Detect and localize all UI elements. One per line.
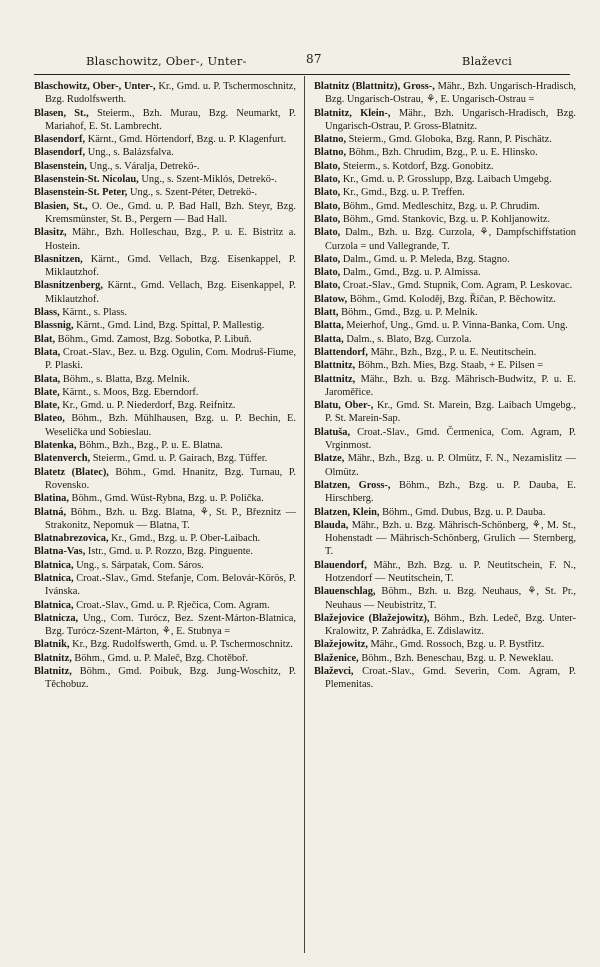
entry-text: Böhm., Gmd. Medleschitz, Bzg. u. P. Chrudim. bbox=[340, 200, 540, 212]
entry-name: Blatná, bbox=[34, 506, 67, 518]
entry-name: Blatenka, bbox=[34, 440, 77, 452]
entry-text: Steierm., Gmd. u. P. Gairach, Bzg. Tüffer. bbox=[90, 453, 268, 465]
entry-text: Böhm., Gmd., Bzg. u. P. Melnik. bbox=[338, 307, 478, 319]
gazetteer-entry bbox=[314, 399, 576, 426]
entry-text: Steierm., Bzh. Murau, Bzg. Neumarkt, P. Mariahof, E. St. Lambrecht. bbox=[45, 107, 296, 132]
gazetteer-entry bbox=[314, 253, 576, 266]
entry-text: Kr., Gmd. u. P. Niederdorf, Bzg. Reifnitz. bbox=[59, 400, 236, 412]
entry-name: Blasenstein, bbox=[34, 160, 87, 172]
gazetteer-entry bbox=[314, 173, 576, 186]
gazetteer-entry bbox=[34, 253, 296, 280]
entry-text: Böhm., Bzh. u. Bzg. Blatna, ⚘, St. P., Březnitz — Strakonitz, Nepomuk — Blatna, T. bbox=[45, 506, 296, 531]
entry-name: Blatina, bbox=[34, 493, 69, 505]
entry-text: Mähr., Bzh. u. Bzg. Mährisch-Schönberg, ⚘, M. St., Hohenstadt — Mährisch-Schönberg, Grulich — Sternberg, T. bbox=[325, 519, 576, 558]
gazetteer-entry bbox=[34, 186, 296, 199]
entry-name: Blatenverch, bbox=[34, 453, 91, 465]
entry-name: Blaževci, bbox=[314, 666, 354, 678]
gazetteer-entry bbox=[34, 532, 296, 545]
gazetteer-entry bbox=[314, 638, 576, 651]
entry-text: Steierm., s. Kotdorf, Bzg. Gonobitz. bbox=[340, 160, 494, 172]
gazetteer-entry bbox=[314, 519, 576, 559]
entry-text: Istr., Gmd. u. P. Rozzo, Bzg. Pinguente. bbox=[85, 546, 253, 558]
entry-name: Blaschowitz, Ober-, Unter-, bbox=[34, 81, 156, 92]
gazetteer-entry bbox=[314, 80, 576, 107]
entry-name: Blasnitzen, bbox=[34, 253, 83, 265]
gazetteer-entry bbox=[314, 426, 576, 453]
gazetteer-entry bbox=[34, 333, 296, 346]
gazetteer-entry bbox=[34, 492, 296, 505]
gazetteer-entry bbox=[314, 559, 576, 586]
right-column bbox=[314, 80, 576, 692]
gazetteer-entry bbox=[34, 346, 296, 373]
entry-text: Dalm., Gmd. u. P. Meleda, Bzg. Stagno. bbox=[340, 253, 510, 265]
entry-text: Kärnt., Gmd. Vellach, Bzg. Eisenkappel, P. Miklautzhof. bbox=[45, 253, 296, 279]
gazetteer-entry bbox=[314, 333, 576, 346]
gazetteer-entry bbox=[314, 373, 576, 400]
entry-text: Meierhof, Ung., Gmd. u. P. Vinna-Banka, Com. Ung. bbox=[343, 320, 568, 332]
entry-name: Blat, bbox=[34, 333, 56, 345]
page-header bbox=[34, 50, 570, 72]
gazetteer-entry bbox=[314, 612, 576, 639]
entry-name: Blatnica, bbox=[34, 599, 74, 611]
entry-text: Steierm., Gmd. Globoka, Bzg. Rann, P. Pischätz. bbox=[346, 134, 552, 146]
gazetteer-entry bbox=[34, 146, 296, 159]
gazetteer-entry bbox=[34, 200, 296, 227]
gazetteer-entry bbox=[34, 107, 296, 134]
entry-name: Blatow, bbox=[314, 293, 348, 305]
gazetteer-entry bbox=[34, 572, 296, 599]
entry-text: Böhm., Gmd. Hnanitz, Bzg. Turnau, P. Rovensko. bbox=[45, 466, 296, 491]
entry-name: Blasnitzenberg, bbox=[34, 280, 103, 292]
gazetteer-entry bbox=[34, 652, 296, 665]
entry-text: Ung., s. Sárpatak, Com. Sáros. bbox=[73, 559, 204, 571]
gazetteer-entry bbox=[34, 466, 296, 493]
gazetteer-entry bbox=[314, 665, 576, 692]
gazetteer-entry bbox=[34, 452, 296, 465]
running-head-right: Blaževci bbox=[461, 54, 512, 68]
entry-text: Kr., Gmd., Bzg. u. P. Treffen. bbox=[340, 187, 465, 199]
entry-name: Blatta, bbox=[314, 333, 344, 345]
entry-name: Blato, bbox=[314, 253, 341, 265]
entry-text: Mähr., Bzh. u. Bzg. Mährisch-Budwitz, P. u. E. Jaroměřice. bbox=[325, 373, 576, 398]
entry-text: Kr., Gmd. u. P. Grosslupp, Bzg. Laibach Umgebg. bbox=[340, 174, 552, 186]
entry-name: Blatnicza, bbox=[34, 612, 79, 624]
entry-name: Blattendorf, bbox=[314, 346, 368, 358]
entry-name: Blatze, bbox=[314, 453, 345, 465]
entry-name: Blatnitz, bbox=[34, 652, 72, 664]
entry-text: Böhm., Gmd. Dubus, Bzg. u. P. Dauba. bbox=[379, 506, 546, 518]
entry-name: Blato, bbox=[314, 213, 341, 225]
entry-name: Blato, bbox=[314, 267, 341, 279]
gazetteer-entry bbox=[34, 638, 296, 651]
running-head-left: Blaschowitz, Ober-, Unter- bbox=[86, 54, 247, 68]
entry-text: Böhm., Bzh. Mies, Bzg. Staab, + E. Pilsen = bbox=[355, 360, 544, 372]
entry-name: Blasendorf, bbox=[34, 147, 86, 159]
gazetteer-entry bbox=[314, 226, 576, 253]
entry-name: Blauenschlag, bbox=[314, 586, 376, 598]
entry-text: Böhm., Gmd. Zamost, Bzg. Sobotka, P. Libuň. bbox=[55, 333, 252, 345]
entry-text: Mähr., Gmd. Rossoch, Bzg. u. P. Bystřitz. bbox=[367, 639, 545, 651]
gazetteer-entry bbox=[34, 599, 296, 612]
entry-name: Blattnitz, bbox=[314, 373, 356, 385]
gazetteer-entry bbox=[34, 612, 296, 639]
entry-name: Blato, bbox=[314, 187, 341, 199]
entry-text: Dalm., s. Blato, Bzg. Curzola. bbox=[343, 333, 472, 345]
entry-text: Böhm., Gmd. u. P. Maleč, Bzg. Chotěboř. bbox=[71, 652, 249, 664]
entry-text: Böhm., Bzh. u. Bzg. Neuhaus, ⚘, St. Pr., Neuhaus — Neubistritz, T. bbox=[325, 586, 576, 611]
entry-name: Blasen, St., bbox=[34, 107, 89, 119]
left-column bbox=[34, 80, 296, 692]
entry-text: Croat.-Slav., Gmd. Severin, Com. Agram, P. Plemenitas. bbox=[325, 666, 576, 691]
entry-name: Blatnica, bbox=[34, 572, 74, 584]
gazetteer-entry bbox=[314, 213, 576, 226]
entry-text: Croat.-Slav., Gmd. Stefanje, Com. Belovár-Körös, P. Ivánska. bbox=[45, 572, 296, 598]
entry-name: Blažejowitz, bbox=[314, 639, 368, 651]
entry-text: Croat.-Slav., Gmd. Stupnik, Com. Agram, P. Leskovac. bbox=[340, 280, 573, 292]
gazetteer-entry bbox=[314, 306, 576, 319]
entry-text: Kr., Gmd., Bzg. u. P. Ober-Laibach. bbox=[108, 533, 261, 545]
entry-name: Blatnik, bbox=[34, 639, 70, 651]
entry-text: Böhm., Bzh. Mühlhausen, Bzg. u. P. Bechin, E. Weselička und Sobieslau. bbox=[45, 413, 296, 438]
entry-name: Blatna-Vas, bbox=[34, 546, 86, 558]
entry-name: Blass, bbox=[34, 307, 60, 319]
entry-name: Blate, bbox=[34, 386, 60, 398]
gazetteer-entry bbox=[314, 506, 576, 519]
gazetteer-entry bbox=[314, 319, 576, 332]
entry-name: Blato, bbox=[314, 200, 341, 212]
entry-name: Blatta, bbox=[314, 320, 344, 332]
entry-text: Kr., Bzg. Rudolfswerth, Gmd. u. P. Tschermoschnitz. bbox=[69, 639, 293, 651]
gazetteer-entry bbox=[34, 399, 296, 412]
entry-text: Böhm., Gmd. Stankovic, Bzg. u. P. Kohljanowitz. bbox=[340, 213, 551, 225]
gazetteer-entry bbox=[314, 186, 576, 199]
column-divider bbox=[304, 76, 305, 953]
entry-text: Ung., s. Szent-Miklós, Detrekö-. bbox=[138, 174, 278, 186]
gazetteer-entry bbox=[34, 133, 296, 146]
entry-text: Croat.-Slav., Gmd. u. P. Rječica, Com. Agram. bbox=[73, 599, 270, 611]
entry-text: Mähr., Bzh. Holleschau, Bzg., P. u. E. Bistritz a. Hostein. bbox=[45, 227, 296, 252]
gazetteer-entry bbox=[34, 226, 296, 253]
entry-name: Blatnabrezovica, bbox=[34, 533, 109, 545]
entry-text: Kärnt., s. Moos, Bzg. Eberndorf. bbox=[59, 386, 199, 398]
entry-text: Mähr., Bzh., Bzg. u. P. Olmütz, F. N., Nezamislitz — Olmütz. bbox=[325, 453, 576, 478]
entry-name: Blato, bbox=[314, 160, 341, 172]
entry-name: Blatetz (Blatec), bbox=[34, 466, 109, 478]
gazetteer-entry bbox=[314, 585, 576, 612]
entry-name: Blatzen, Klein, bbox=[314, 506, 380, 518]
entry-text: Mähr., Bzh. Ungarisch-Hradisch, Bzg. Ungarisch-Ostrau, P. Gross-Blatnitz. bbox=[325, 107, 576, 132]
entry-text: Ung., s. Szent-Péter, Detrekö-. bbox=[127, 187, 258, 199]
page-number: 87 bbox=[306, 52, 322, 66]
entry-name: Blatnitz, bbox=[34, 666, 72, 678]
entry-text: Mähr., Bzh. Bzg. u. P. Neutitschein, F. N., Hotzendorf — Neutitschein, T. bbox=[325, 559, 576, 584]
gazetteer-entry bbox=[34, 545, 296, 558]
entry-name: Blatno, bbox=[314, 147, 347, 159]
entry-name: Blata, bbox=[34, 373, 61, 385]
entry-name: Blauendorf, bbox=[314, 559, 367, 571]
entry-text: Böhm., Gmd. Wüst-Rybna, Bzg. u. P. Polička. bbox=[68, 493, 264, 505]
entry-text: Ung., Com. Turócz, Bez. Szent-Márton-Blatnica, Bzg. Turócz-Szent-Márton, ⚘, E. Stubnya = bbox=[45, 612, 296, 638]
entry-name: Blattnitz, bbox=[314, 360, 356, 372]
gazetteer-entry bbox=[34, 373, 296, 386]
gazetteer-entry bbox=[34, 506, 296, 533]
entry-name: Blassnig, bbox=[34, 320, 74, 332]
gazetteer-entry bbox=[34, 319, 296, 332]
entry-text: Dalm., Gmd., Bzg. u. P. Almissa. bbox=[340, 267, 481, 279]
entry-name: Blasenstein-St. Peter, bbox=[34, 187, 128, 199]
entry-name: Blata, bbox=[34, 346, 61, 358]
entry-text: Böhm., Gmd. Koloděj, Bzg. Říčan, P. Běchowitz. bbox=[347, 293, 556, 305]
gazetteer-entry bbox=[34, 412, 296, 439]
entry-text: Mähr., Bzh. Ungarisch-Hradisch, Bzg. Ungarisch-Ostrau, ⚘, E. Ungarisch-Ostrau = bbox=[325, 81, 576, 106]
gazetteer-entry bbox=[314, 133, 576, 146]
entry-text: Böhm., Bzh., Bzg., P. u. E. Blatna. bbox=[76, 440, 223, 452]
entry-text: Böhm., Bzh. Ledeč, Bzg. Unter-Kralowitz, P. Zahrádka, E. Zdislawitz. bbox=[325, 612, 576, 638]
entry-name: Blaženice, bbox=[314, 652, 359, 664]
entry-text: Böhm., Bzh. Beneschau, Bzg. u. P. Neweklau. bbox=[358, 652, 554, 664]
entry-name: Blasitz, bbox=[34, 227, 67, 239]
entry-name: Blatzen, Gross-, bbox=[314, 479, 391, 491]
entry-name: Blasenstein-St. Nicolau, bbox=[34, 174, 139, 186]
entry-name: Blasien, St., bbox=[34, 200, 88, 212]
entry-text: Ung., s. Balázsfalva. bbox=[85, 147, 174, 159]
gazetteer-entry bbox=[314, 346, 576, 359]
gazetteer-entry bbox=[34, 160, 296, 173]
gazetteer-entry bbox=[34, 306, 296, 319]
gazetteer-entry bbox=[34, 80, 296, 107]
entry-name: Blato, bbox=[314, 280, 341, 292]
entry-name: Blatnica, bbox=[34, 559, 74, 571]
entry-name: Blažejovice (Blažejowitz), bbox=[314, 612, 430, 624]
entry-text: Böhm., s. Blatta, Bzg. Melnik. bbox=[60, 373, 190, 385]
entry-text: Kr., Gmd. u. P. Tschermoschnitz, Bzg. Rudolfswerth. bbox=[45, 81, 297, 106]
entry-text: Dalm., Bzh. u. Bzg. Curzola, ⚘, Dampfschiffstation Curzola = und Vallegrande, T. bbox=[325, 227, 576, 252]
gazetteer-entry bbox=[314, 652, 576, 665]
entry-name: Blato, bbox=[314, 174, 341, 186]
entry-text: Kärnt., Gmd. Hörtendorf, Bzg. u. P. Klagenfurt. bbox=[85, 134, 287, 146]
gazetteer-entry bbox=[34, 559, 296, 572]
entry-name: Blasendorf, bbox=[34, 134, 86, 146]
gazetteer-entry bbox=[34, 386, 296, 399]
gazetteer-entry bbox=[314, 200, 576, 213]
entry-text: Kr., Gmd. St. Marein, Bzg. Laibach Umgebg., P. St. Marein-Sap. bbox=[325, 400, 576, 425]
entry-name: Blatu, Ober-, bbox=[314, 400, 374, 412]
gazetteer-entry bbox=[34, 279, 296, 306]
gazetteer-entry bbox=[314, 146, 576, 159]
entry-name: Blato, bbox=[314, 227, 341, 239]
gazetteer-entry bbox=[314, 479, 576, 506]
gazetteer-entry bbox=[34, 439, 296, 452]
gazetteer-entry bbox=[34, 173, 296, 186]
gazetteer-entry bbox=[34, 665, 296, 692]
gazetteer-entry bbox=[314, 107, 576, 134]
entry-text: Kärnt., Gmd. Vellach, Bzg. Eisenkappel, P. Miklautzhof. bbox=[45, 280, 296, 305]
entry-text: Croat.-Slav., Gmd. Čermenica, Com. Agram, P. Vrginmost. bbox=[325, 426, 576, 452]
entry-text: Böhm., Bzh. Chrudim, Bzg., P. u. E. Hlinsko. bbox=[346, 147, 538, 159]
entry-text: Kärnt., s. Plass. bbox=[59, 307, 127, 319]
gazetteer-entry bbox=[314, 160, 576, 173]
entry-text: Böhm., Bzh., Bzg. u. P. Dauba, E. Hirschberg. bbox=[325, 479, 576, 505]
gazetteer-entry bbox=[314, 359, 576, 372]
entry-text: Mähr., Bzh., Bzg., P. u. E. Neutitschein. bbox=[367, 346, 537, 358]
entry-name: Blatnitz, Klein-, bbox=[314, 107, 391, 119]
entry-text: O. Oe., Gmd. u. P. Bad Hall, Bzh. Steyr, Bzg. Kremsmünster, St. B., Pergern — Bad Hall. bbox=[45, 200, 296, 225]
entry-name: Blateo, bbox=[34, 413, 65, 425]
entry-name: Blatuša, bbox=[314, 426, 351, 438]
header-rule bbox=[34, 74, 570, 75]
entry-text: Böhm., Gmd. Poibuk, Bzg. Jung-Woschitz, P. Těchobuz. bbox=[45, 666, 296, 691]
entry-text: Croat.-Slav., Bez. u. Bzg. Ogulin, Com. Modruš-Fiume, P. Plaski. bbox=[45, 346, 296, 372]
entry-text: Kärnt., Gmd. Lind, Bzg. Spittal, P. Mallestig. bbox=[73, 320, 265, 332]
entry-name: Blatno, bbox=[314, 134, 347, 146]
gazetteer-entry bbox=[314, 293, 576, 306]
entry-name: Blauda, bbox=[314, 519, 349, 531]
entry-text: Ung., s. Váralja, Detrekö-. bbox=[86, 160, 200, 172]
gazetteer-entry bbox=[314, 452, 576, 479]
gazetteer-entry bbox=[314, 279, 576, 292]
gazetteer-entry bbox=[314, 266, 576, 279]
entry-name: Blatt, bbox=[314, 307, 339, 319]
entry-name: Blate, bbox=[34, 400, 60, 412]
entry-name: Blatnitz (Blattnitz), Gross-, bbox=[314, 81, 435, 92]
